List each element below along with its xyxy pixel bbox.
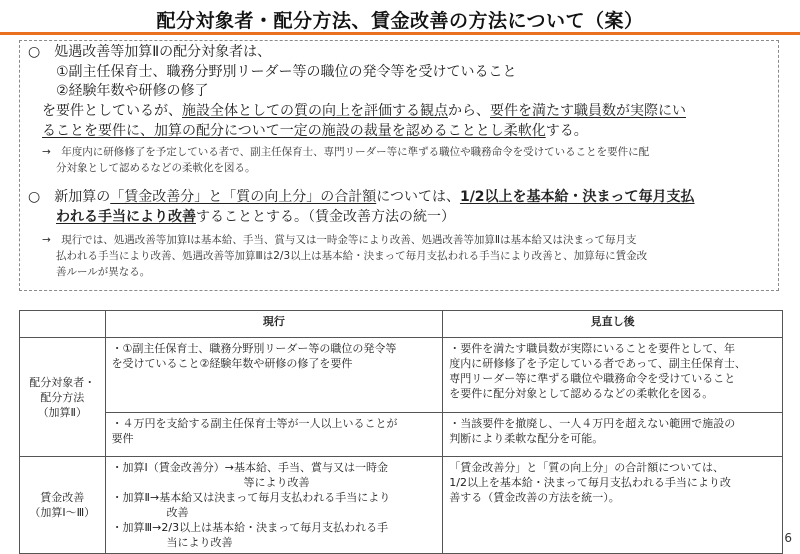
underlined-text: 要件を満たす職員数が実際にい (490, 103, 686, 119)
section1-requirement-2: ②経験年数や研修の修了 (56, 83, 209, 99)
section2-line1 (28, 188, 695, 207)
cell-line: 等により改善 (111, 476, 310, 489)
underlined-text: われる手当により改善 (56, 209, 196, 225)
text-run: から、 (448, 103, 490, 119)
row-heading-line: （加算Ⅰ～Ⅲ） (29, 506, 96, 519)
row-heading-line: 賃金改善 (40, 491, 85, 504)
text-run: することとする。（賃金改善方法の統一） (196, 209, 455, 225)
section2-line2 (56, 208, 455, 227)
cell-current-requirement (105, 338, 443, 413)
cell-line: ・加算Ⅱ→基本給又は決まって毎月支払われる手当により (111, 491, 391, 504)
section2-note-line1: → 現行では、処遇改善等加算Ⅰは基本給、手当、賞与又は一時金等により改善、処遇改善等加算Ⅱは基本給又は決まって毎月支 (42, 234, 637, 246)
cell-line: ・４万円を支給する副主任保育士等が一人以上いることが (111, 417, 398, 431)
cell-line: を受けていること②経験年数や研修の修了を要件 (111, 357, 353, 370)
cell-line: 当により改善 (111, 536, 233, 549)
underlined-text: 1/2以上を基本給・決まって毎月支払 (459, 189, 695, 205)
cell-line: ・加算Ⅰ（賃金改善分）→基本給、手当、賞与又は一時金 (111, 461, 389, 474)
text-run: する。 (545, 123, 588, 139)
cell-line: 「賃金改善分」と「質の向上分」の合計額については、 (449, 461, 725, 474)
cell-line: ・当該要件を撤廃し、一人４万円を超えない範囲で施設の (449, 417, 736, 431)
cell-line: を要件に配分対象として認めるなどの柔軟化を図る。 (449, 387, 714, 400)
cell-line: 改善 (111, 506, 189, 519)
text-run: ○ 新加算の (28, 189, 111, 205)
row-heading-line: 配分方法 (40, 390, 85, 404)
underlined-text: 施設全体としての質の向上を評価する観点 (182, 103, 448, 119)
page-title: 配分対象者・配分方法、賃金改善の方法について（案） (156, 10, 644, 32)
section2-note-line2: 払われる手当により改善、処遇改善等加算Ⅲは2/3以上は基本給・決まって毎月支払われる手当により改善と、加算毎に賃金改 (56, 250, 648, 262)
comparison-table (19, 310, 783, 554)
table-header-current: 現行 (105, 311, 443, 338)
cell-line: 善する（賃金改善の方法を統一）。 (449, 491, 620, 504)
underlined-text: 「賃金改善分」と「質の向上分」の合計額 (110, 189, 377, 205)
table-row (20, 457, 783, 554)
table-row (20, 338, 783, 413)
section1-body-line2 (42, 122, 588, 141)
cell-line: 度内に研修修了を予定している者であって、副主任保育士、 (449, 357, 746, 370)
cell-revised-wage (443, 457, 783, 554)
cell-line: 判断により柔軟な配分を可能。 (449, 432, 604, 446)
section2-note-line3: 善ルールが異なる。 (56, 266, 151, 278)
cell-current-40k (105, 413, 443, 457)
text-run: を要件としているが、 (42, 103, 182, 119)
cell-line: ・要件を満たす職員数が実際にいることを要件として、年 (449, 342, 736, 355)
table-row (20, 413, 783, 457)
section1-note-line2: 分対象として認めるなどの柔軟化を図る。 (56, 162, 256, 174)
cell-line: ・①副主任保育士、職務分野別リーダー等の職位の発令等 (111, 342, 397, 355)
row-heading-distribution (20, 338, 106, 457)
table-header-blank (20, 311, 106, 338)
row-heading-wage (20, 457, 106, 554)
page-number: 6 (784, 531, 792, 545)
title-underline (0, 32, 800, 35)
cell-line: 要件 (111, 432, 134, 446)
cell-line: ・加算Ⅲ→2/3以上は基本給・決まって毎月支払われる手 (111, 521, 389, 534)
table-header-row (20, 311, 783, 338)
section1-body-line1 (42, 102, 686, 121)
summary-box (19, 40, 779, 291)
cell-current-wage (105, 457, 443, 554)
section1-heading: ○ 処遇改善等加算Ⅱの配分対象者は、 (28, 44, 272, 60)
row-heading-line: （加算Ⅱ） (37, 405, 87, 419)
table-header-revised: 見直し後 (443, 311, 783, 338)
cell-revised-40k (443, 413, 783, 457)
text-run: については、 (376, 189, 460, 205)
section1-note-line1: → 年度内に研修修了を予定している者で、副主任保育士、専門リーダー等に準ずる職位や職務命令を受けていることを要件に配 (42, 146, 650, 158)
section1-requirement-1: ①副主任保育士、職務分野別リーダー等の職位の発令等を受けていること (56, 64, 517, 80)
cell-line: 1/2以上を基本給・決まって毎月支払われる手当により改 (449, 476, 731, 489)
row-heading-line: 配分対象者・ (29, 375, 96, 389)
cell-revised-requirement (443, 338, 783, 413)
cell-line: 専門リーダー等に準ずる職位や職務命令を受けていること (449, 372, 736, 385)
underlined-text: ることを要件に、加算の配分について一定の施設の裁量を認めることとし柔軟化 (42, 123, 546, 139)
